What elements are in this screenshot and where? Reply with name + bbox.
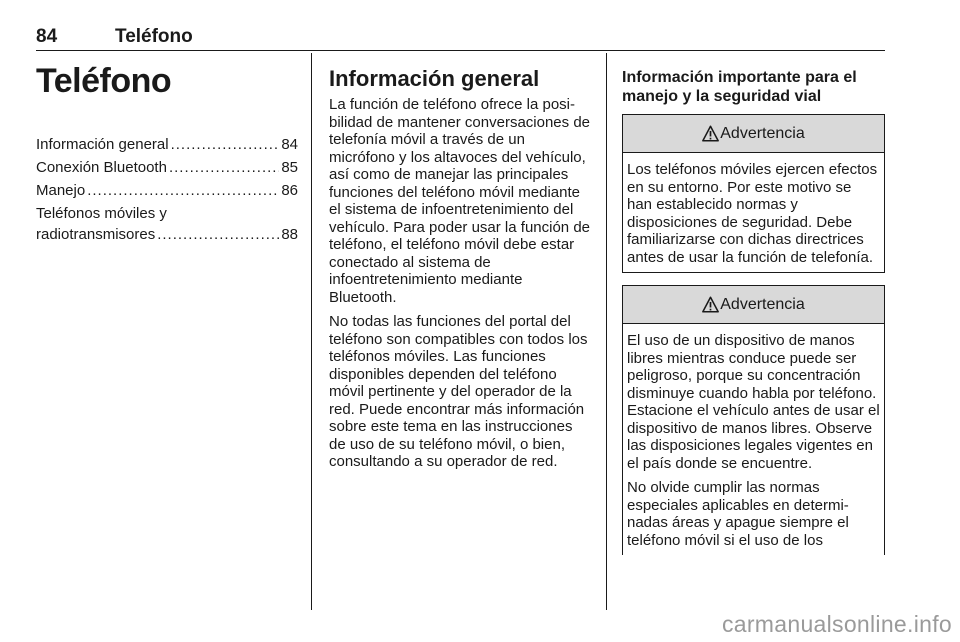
column-divider-1 <box>311 53 312 610</box>
toc-leader <box>171 134 280 155</box>
body-paragraph: No todas las funciones del portal del teléfono son compatibles con todos los teléfonos móviles. Las funciones disponibles dependen del teléfono móvil pertinente y del operador de la red. Puede encontrar más información sobre este tema en las instrucciones de uso de su teléfono móvil, o bien, consultando a su operador de red. <box>329 313 588 470</box>
table-of-contents <box>36 134 298 245</box>
toc-label: radiotransmisores <box>36 226 156 243</box>
running-header-title: Teléfono <box>115 26 193 47</box>
safety-column <box>622 68 885 567</box>
toc-entry[interactable] <box>36 180 298 201</box>
toc-leader <box>87 180 279 201</box>
warning-paragraph: No olvide cumplir las normas especiales aplicables en determinadas áreas y apague siempre el teléfono móvil si el uso de los <box>627 479 849 549</box>
page-header <box>36 26 885 50</box>
page-number: 84 <box>36 26 58 47</box>
section-title: Información general <box>329 66 540 91</box>
warning-heading: Advertencia <box>720 124 805 142</box>
toc-entry[interactable] <box>36 134 298 155</box>
chapter-title: Teléfono <box>36 62 172 100</box>
warning-box <box>622 114 885 273</box>
warning-triangle-icon <box>702 296 719 313</box>
toc-page: 86 <box>281 182 298 199</box>
toc-page: 88 <box>281 226 298 243</box>
warning-box <box>622 285 885 555</box>
toc-label: Información general <box>36 136 169 153</box>
warning-header <box>623 115 884 153</box>
general-info-column <box>329 66 591 478</box>
toc-leader <box>169 157 279 178</box>
warning-body <box>623 153 884 272</box>
toc-label: Manejo <box>36 182 86 199</box>
warning-paragraph: Los teléfonos móviles ejercen efectos en su entorno. Por este motivo se han establecido normas y disposiciones de seguridad. Debe familiarizarse con dichas directrices antes de usar la función de telefonía. <box>627 161 878 266</box>
watermark: carmanualsonline.info <box>721 611 952 637</box>
toc-page: 85 <box>281 159 298 176</box>
toc-label-line: Teléfonos móviles y <box>36 205 167 222</box>
column-divider-2 <box>606 53 607 610</box>
toc-label: Conexión Bluetooth <box>36 159 167 176</box>
body-paragraph: La función de teléfono ofrece la posibilidad de mantener conversaciones de telefonía móvil a través de un micrófono y los altavoces del vehículo, así como de manejar las principales funciones del teléfono móvil mediante el sistema de infoentretenimiento del vehículo. Para poder usar la función de teléfono, el teléfono móvil debe estar conectado al sistema de infoentretenimiento mediante Bluetooth. <box>329 96 590 306</box>
warning-heading: Advertencia <box>720 295 805 313</box>
header-rule <box>36 50 885 51</box>
warning-triangle-icon <box>702 125 719 142</box>
toc-entry-line <box>36 224 298 245</box>
toc-page: 84 <box>281 136 298 153</box>
toc-entry[interactable] <box>36 203 298 245</box>
warning-body <box>623 324 884 555</box>
toc-entry[interactable] <box>36 157 298 178</box>
toc-leader <box>157 224 279 245</box>
warning-header <box>623 286 884 324</box>
subsection-title: Información importante para el manejo y la seguridad vial <box>622 69 857 105</box>
chapter-column <box>36 62 298 245</box>
warning-paragraph: El uso de un dispositivo de manos libres mientras conduce puede ser peligroso, porque su concentración disminuye cuando habla por teléfono. Estacione el vehículo antes de usar el dispositivo de manos libres. Observe las disposiciones legales vigentes en el país donde se encuentre. <box>627 332 880 472</box>
